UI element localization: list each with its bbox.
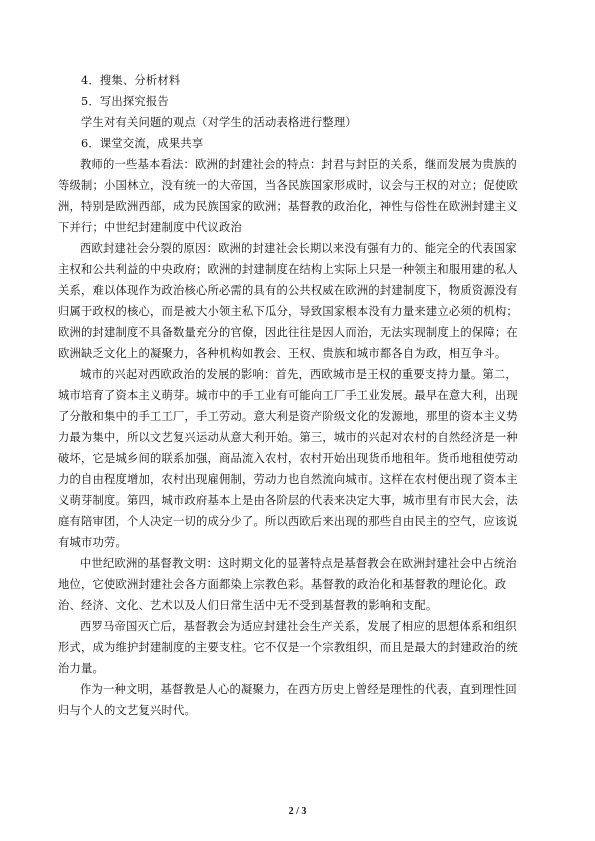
list-item-5: 5．写出探究报告 <box>81 95 169 108</box>
paragraph-line: 欧洲缺乏文化上的凝聚力，各种机构如教会、王权、贵族和城市都各自为政，相互争斗。 <box>58 347 507 360</box>
paragraph-line: 关系，难以体现作为政治核心所必需的具有的公共权威在欧洲的封建制度下，物质资源没有 <box>58 284 518 297</box>
page-number: 2 / 3 <box>288 806 307 817</box>
paragraph-christianity-as-civilization <box>58 679 538 721</box>
paragraph-line: 归属于政权的核心，而是被大小领主私下瓜分，导致国家根本没有力量来建立必须的机构； <box>58 305 518 318</box>
paragraph-line: 欧洲的封建制度不具备数量充分的官僚，因此往往是因人而治，无法实现制度上的保障；在 <box>58 326 518 339</box>
paragraph-line: 城市培育了资本主义萌芽。城市中的手工业有可能向工厂手工业发展。最早在意大利，出现 <box>58 389 518 402</box>
intro-line: 学生对有关问题的观点（对学生的活动表格进行整理） <box>81 116 357 129</box>
paragraph-line: 归与个人的文艺复兴时代。 <box>58 704 196 717</box>
page-content <box>58 70 538 721</box>
paragraph-line: 西罗马帝国灭亡后，基督教会为适应封建社会生产关系，发展了相应的思想体系和组织 <box>80 620 517 633</box>
paragraph-line: 作为一种文明，基督教是人心的凝聚力，在西方历史上曾经是理性的代表，直到理性回 <box>80 683 517 696</box>
paragraph-line: 下并行；中世纪封建制度中代议政治 <box>58 221 242 234</box>
paragraph-line: 城市的兴起对西欧政治的发展的影响：首先，西欧城市是王权的重要支持力量。第二， <box>80 368 517 381</box>
paragraph-line: 义萌芽制度。第四，城市政府基本上是由各阶层的代表来决定大事，城市里有市民大会，法 <box>58 494 518 507</box>
paragraph-line: 教师的一些基本看法：欧洲的封建社会的特点：封君与封臣的关系，继而发展为贵族的 <box>80 158 517 171</box>
paragraph-division-causes <box>58 238 538 364</box>
paragraph-line: 洲，特别是欧洲西部，成为民族国家的欧洲；基督教的政治化，神性与俗性在欧洲封建主义 <box>58 200 518 213</box>
paragraph-line: 中世纪欧洲的基督教文明：这时期文化的显著特点是基督教会在欧洲封建社会中占统治 <box>80 557 517 570</box>
paragraph-line: 破坏，它是城乡间的联系加强，商品流入农村，农村开始出现货币地租年。货币地租使劳动 <box>58 452 518 465</box>
paragraph-line: 西欧封建社会分裂的原因：欧洲的封建社会长期以来没有强有力的、能完全的代表国家 <box>80 242 517 255</box>
paragraph-line: 有城市功劳。 <box>58 536 127 549</box>
paragraph-cities-impact <box>58 364 538 553</box>
paragraph-line: 了分散和集中的手工工厂，手工劳动。意大利是资产阶级文化的发源地，那里的资本主义势 <box>58 410 518 423</box>
paragraph-line: 力的自由程度增加，农村出现雇佣制，劳动力也自然流向城市。这样在农村便出现了资本主 <box>58 473 518 486</box>
paragraph-line: 治、经济、文化、艺术以及人们日常生活中无不受到基督教的影响和支配。 <box>58 599 438 612</box>
paragraph-teacher-views <box>58 154 538 238</box>
paragraph-christian-civilization <box>58 553 538 616</box>
list-item-4: 4．搜集、分析材料 <box>81 74 181 87</box>
paragraph-line: 地位，它使欧洲封建社会各方面都染上宗教色彩。基督教的政治化和基督教的理论化。政 <box>58 578 507 591</box>
paragraph-line: 治力量。 <box>58 662 104 675</box>
paragraph-line: 形式，成为维护封建制度的主要支柱。它不仅是一个宗教组织，而且是最大的封建政治的统 <box>58 641 518 654</box>
paragraph-line: 等级制；小国林立，没有统一的大帝国，当各民族国家形成时，议会与王权的对立；促使欧 <box>58 179 518 192</box>
paragraph-western-rome <box>58 616 538 679</box>
paragraph-line: 主权和公共利益的中央政府；欧洲的封建制度在结构上实际上只是一种领主和服用建的私人 <box>58 263 518 276</box>
paragraph-line: 力最为集中，所以文艺复兴运动从意大利开始。第三，城市的兴起对农村的自然经济是一种 <box>58 431 518 444</box>
paragraph-line: 庭有陪审团，个人决定一切的成分少了。所以西欧后来出现的那些自由民主的空气，应该说 <box>58 515 518 528</box>
list-item-6: 6．课堂交流，成果共享 <box>81 137 204 150</box>
